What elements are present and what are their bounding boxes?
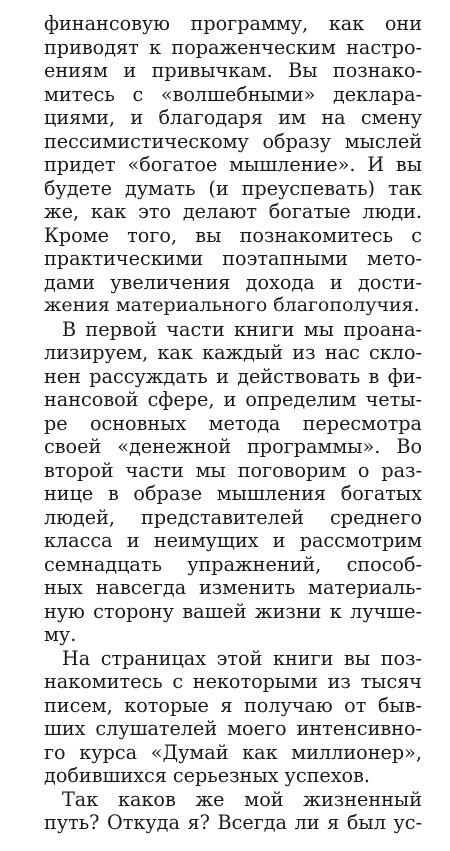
text-line: своей «денежной программы». Во <box>44 435 422 458</box>
text-line: пессимистическому образу мыслей <box>44 129 422 153</box>
text-line: На страницах этой книги вы поз- <box>62 646 422 670</box>
text-line: ную сторону вашей жизни к лучше- <box>44 599 422 623</box>
text-line: дами увеличения дохода и дости- <box>44 270 422 294</box>
text-line: ре основных метода пересмотра <box>44 411 422 435</box>
text-line: го курса «Думай как миллионер», <box>44 740 422 764</box>
text-line: финансовую программу, как они <box>44 12 422 35</box>
text-line: приводят к пораженческим настро- <box>44 35 422 59</box>
text-line: циями, и благодаря им на смену <box>44 106 422 129</box>
text-line: ных навсегда изменить материаль- <box>44 576 422 599</box>
text-line: ших слушателей моего интенсивно- <box>44 717 422 740</box>
text-line: нансовой сфере, и определим четы- <box>44 388 422 411</box>
text-line: Кроме того, вы познакомитесь с <box>44 223 422 247</box>
text-line: жения материального благополучия. <box>44 294 420 316</box>
text-line: придет «богатое мышление». И вы <box>44 153 422 176</box>
text-line: семнадцать упражнений, способ- <box>44 552 422 576</box>
body-text <box>44 12 422 835</box>
text-line: митесь с «волшебными» деклара- <box>44 82 422 106</box>
text-line: накомитесь с некоторыми из тысяч <box>44 670 422 693</box>
text-line: ениям и привычкам. Вы познако- <box>44 59 422 82</box>
text-line: практическими поэтапными мето- <box>44 247 422 270</box>
text-line: же, как это делают богатые люди. <box>44 200 422 223</box>
text-line: му. <box>44 623 77 646</box>
text-line: нице в образе мышления богатых <box>44 482 422 505</box>
text-line: нен рассуждать и действовать в фи- <box>44 364 422 388</box>
text-line: второй части мы поговорим о раз- <box>44 458 422 482</box>
text-line: путь? Откуда я? Всегда ли я был ус- <box>44 811 422 834</box>
text-line: людей, представителей среднего <box>44 505 422 529</box>
text-line: В первой части книги мы проана- <box>62 317 422 341</box>
text-line: Так каков же мой жизненный <box>62 787 422 811</box>
text-line: писем, которые я получаю от быв- <box>44 693 422 717</box>
text-line: класса и неимущих и рассмотрим <box>44 529 422 552</box>
text-line: добившихся серьезных успехов. <box>44 764 370 787</box>
text-line: лизируем, как каждый из нас скло- <box>44 341 422 364</box>
text-line: будете думать (и преуспевать) так <box>44 176 422 200</box>
